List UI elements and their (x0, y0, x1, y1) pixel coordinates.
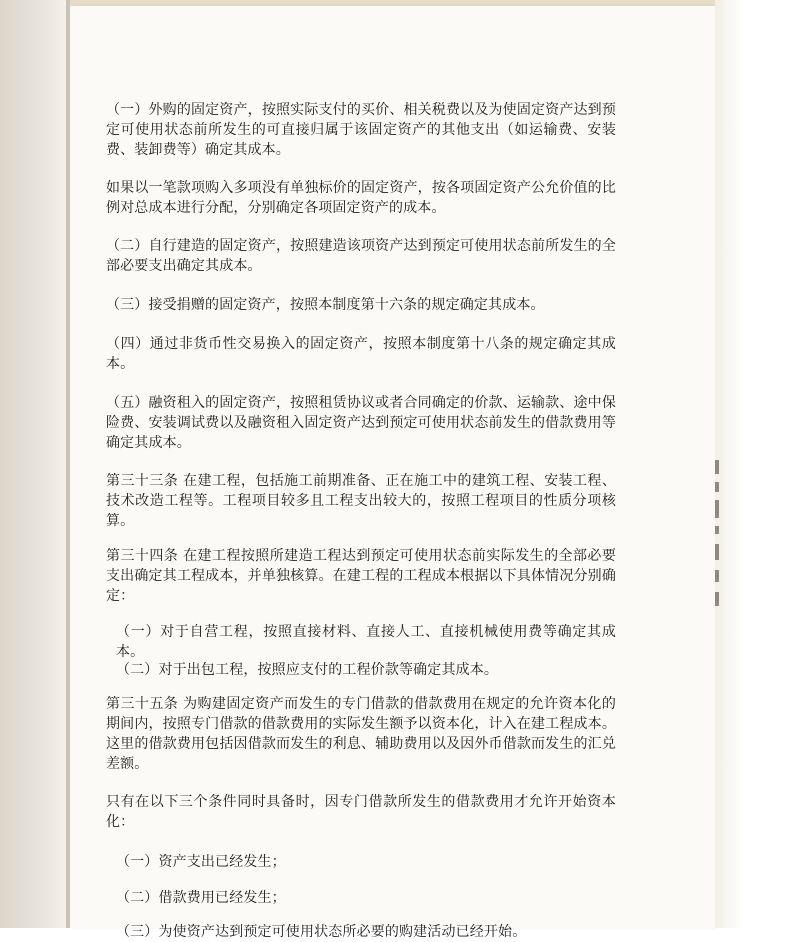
article-34: 第三十四条 在建工程按照所建造工程达到预定可使用状态前实际发生的全部必要支出确定其工程成本，并单独核算。在建工程的工程成本根据以下具体情况分别确定： (106, 548, 616, 604)
article-35: 第三十五条 为购建固定资产而发生的专门借款的借款费用在规定的允许资本化的期间内，按照专门借款的借款费用的实际发生额予以资本化，计入在建工程成本。这里的借款费用包括因借款而发生的利息、辅助费用以及因外币借款而发生的汇兑差额。 (106, 696, 616, 772)
article-34-item-1: （一）对于自营工程，按照直接材料、直接人工、直接机械使用费等确定其成本。 (116, 624, 616, 660)
article-34-item-2: （二）对于出包工程，按照应支付的工程价款等确定其成本。 (116, 662, 499, 678)
condition-2: （二）借款费用已经发生； (116, 890, 286, 906)
paragraph-finance-lease: （五）融资租入的固定资产，按照租赁协议或者合同确定的价款、运输款、途中保险费、安装调试费以及融资租入固定资产达到预定可使用状态前发生的借款费用等确定其成本。 (106, 395, 616, 451)
paragraph-donated-assets: （三）接受捐赠的固定资产，按照本制度第十六条的规定确定其成本。 (106, 297, 545, 313)
scan-right-margin (715, 0, 790, 928)
scan-left-shadow (0, 0, 70, 928)
condition-1: （一）资产支出已经发生； (116, 854, 286, 870)
capitalization-conditions-intro: 只有在以下三个条件同时具备时，因专门借款所发生的借款费用才允许开始资本化： (106, 794, 616, 830)
paragraph-nonmonetary-exchange: （四）通过非货币性交易换入的固定资产，按照本制度第十八条的规定确定其成本。 (106, 336, 616, 372)
paragraph-self-built-assets: （二）自行建造的固定资产，按照建造该项资产达到预定可使用状态前所发生的全部必要支出确定其成本。 (106, 238, 616, 274)
condition-3: （三）为使资产达到预定可使用状态所必要的购建活动已经开始。 (116, 924, 527, 940)
paragraph-purchased-assets: （一）外购的固定资产，按照实际支付的买价、相关税费以及为使固定资产达到预定可使用状态前所发生的可直接归属于该固定资产的其他支出（如运输费、安装费、装卸费等）确定其成本。 (106, 102, 616, 158)
article-33: 第三十三条 在建工程，包括施工前期准备、正在施工中的建筑工程、安装工程、技术改造工程等。工程项目较多且工程支出较大的，按照工程项目的性质分项核算。 (106, 473, 616, 529)
bleed-through-marks (712, 460, 726, 610)
paragraph-lump-sum-purchase: 如果以一笔款项购入多项没有单独标价的固定资产，按各项固定资产公允价值的比例对总成本进行分配，分别确定各项固定资产的成本。 (106, 180, 616, 216)
